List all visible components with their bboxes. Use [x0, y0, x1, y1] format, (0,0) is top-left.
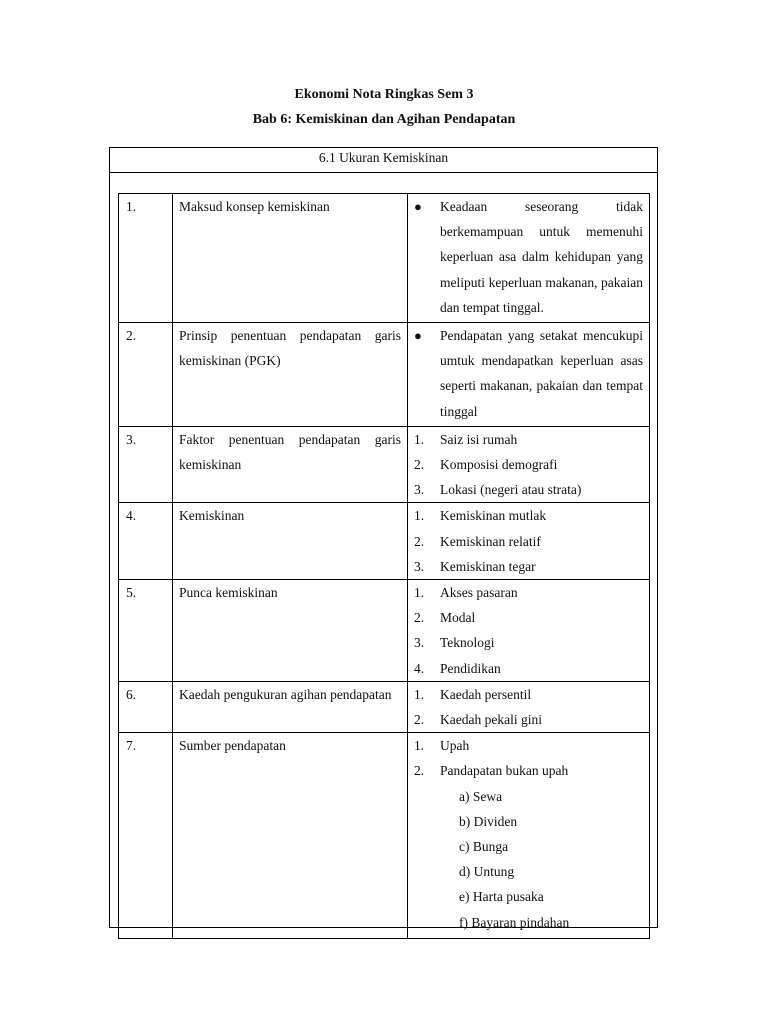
- list-number: 1.: [414, 431, 425, 447]
- row-number: 3.: [119, 426, 173, 503]
- list-item: Pendidikan: [440, 660, 501, 676]
- row-content: [408, 580, 650, 682]
- list-number: 1.: [414, 738, 425, 754]
- list-item: Komposisi demografi: [440, 457, 558, 473]
- section-title: 6.1 Ukuran Kemiskinan: [110, 148, 657, 173]
- row-content: [408, 681, 650, 732]
- row-content: [408, 323, 650, 427]
- list-item: Kaedah persentil: [440, 686, 532, 702]
- table-row: [119, 323, 650, 427]
- bullet-icon: ●: [414, 199, 422, 214]
- row-term: Kemiskinan: [173, 503, 408, 580]
- list-number: 2.: [414, 763, 425, 779]
- sub-list-item: a) Sewa: [459, 788, 503, 804]
- notes-table: [118, 193, 650, 939]
- table-row: [119, 681, 650, 732]
- document-title: Ekonomi Nota Ringkas Sem 3: [294, 87, 474, 102]
- row-term: Faktor penentuan pendapatan garis kemiskinan: [173, 426, 408, 503]
- list-number: 3.: [414, 482, 425, 498]
- table-row: [119, 194, 650, 323]
- sub-list-item: d) Untung: [459, 864, 515, 880]
- list-number: 3.: [414, 635, 425, 651]
- list-item: Modal: [440, 610, 476, 626]
- table-row: [119, 580, 650, 682]
- chapter-title: Bab 6: Kemiskinan dan Agihan Pendapatan: [252, 112, 516, 127]
- list-number: 3.: [414, 558, 425, 574]
- row-content: [408, 194, 650, 323]
- row-number: 1.: [119, 194, 173, 323]
- row-term: Maksud konsep kemiskinan: [173, 194, 408, 323]
- row-number: 4.: [119, 503, 173, 580]
- row-number: 2.: [119, 323, 173, 427]
- list-number: 2.: [414, 610, 425, 626]
- row-term: Prinsip penentuan pendapatan garis kemiskinan (PGK): [173, 323, 408, 427]
- row-content: [408, 426, 650, 503]
- list-item: Kaedah pekali gini: [440, 712, 542, 728]
- sub-list-item: f) Bayaran pindahan: [459, 914, 570, 930]
- sub-list-item: c) Bunga: [459, 839, 509, 855]
- row-term: Sumber pendapatan: [173, 733, 408, 939]
- list-number: 1.: [414, 686, 425, 702]
- list-item: Saiz isi rumah: [440, 431, 518, 447]
- row-number: 5.: [119, 580, 173, 682]
- table-row: [119, 503, 650, 580]
- row-term: Punca kemiskinan: [173, 580, 408, 682]
- list-number: 1.: [414, 508, 425, 524]
- list-item: Teknologi: [440, 635, 495, 651]
- list-item: Lokasi (negeri atau strata): [440, 482, 582, 498]
- row-term: Kaedah pengukuran agihan pendapatan: [173, 681, 408, 732]
- list-number: 4.: [414, 660, 425, 676]
- bullet-text: Keadaan seseorang tidak berkemampuan untuk memenuhi keperluan asa dalm kehidupan yang meliputi keperluan makanan, pakaian dan tempat tinggal.: [440, 199, 643, 315]
- list-number: 2.: [414, 712, 425, 728]
- list-number: 1.: [414, 585, 425, 601]
- list-item: Kemiskinan mutlak: [440, 508, 547, 524]
- list-item: Kemiskinan tegar: [440, 558, 536, 574]
- row-number: 7.: [119, 733, 173, 939]
- outer-table: [109, 147, 658, 928]
- sub-list-item: b) Dividen: [459, 813, 518, 829]
- list-number: 2.: [414, 457, 425, 473]
- row-number: 6.: [119, 681, 173, 732]
- row-content: [408, 733, 650, 939]
- sub-list-item: e) Harta pusaka: [459, 889, 544, 905]
- list-item: Akses pasaran: [440, 585, 518, 601]
- bullet-text: Pendapatan yang setakat mencukupi umtuk mendapatkan keperluan asas seperti makanan, pakaian dan tempat tinggal: [440, 328, 643, 419]
- row-content: [408, 503, 650, 580]
- list-item: Upah: [440, 738, 470, 754]
- list-item: Kemiskinan relatif: [440, 533, 541, 549]
- table-row: [119, 733, 650, 939]
- bullet-icon: ●: [414, 328, 422, 344]
- list-number: 2.: [414, 533, 425, 549]
- list-item: Pandapatan bukan upah: [440, 763, 569, 779]
- table-row: [119, 426, 650, 503]
